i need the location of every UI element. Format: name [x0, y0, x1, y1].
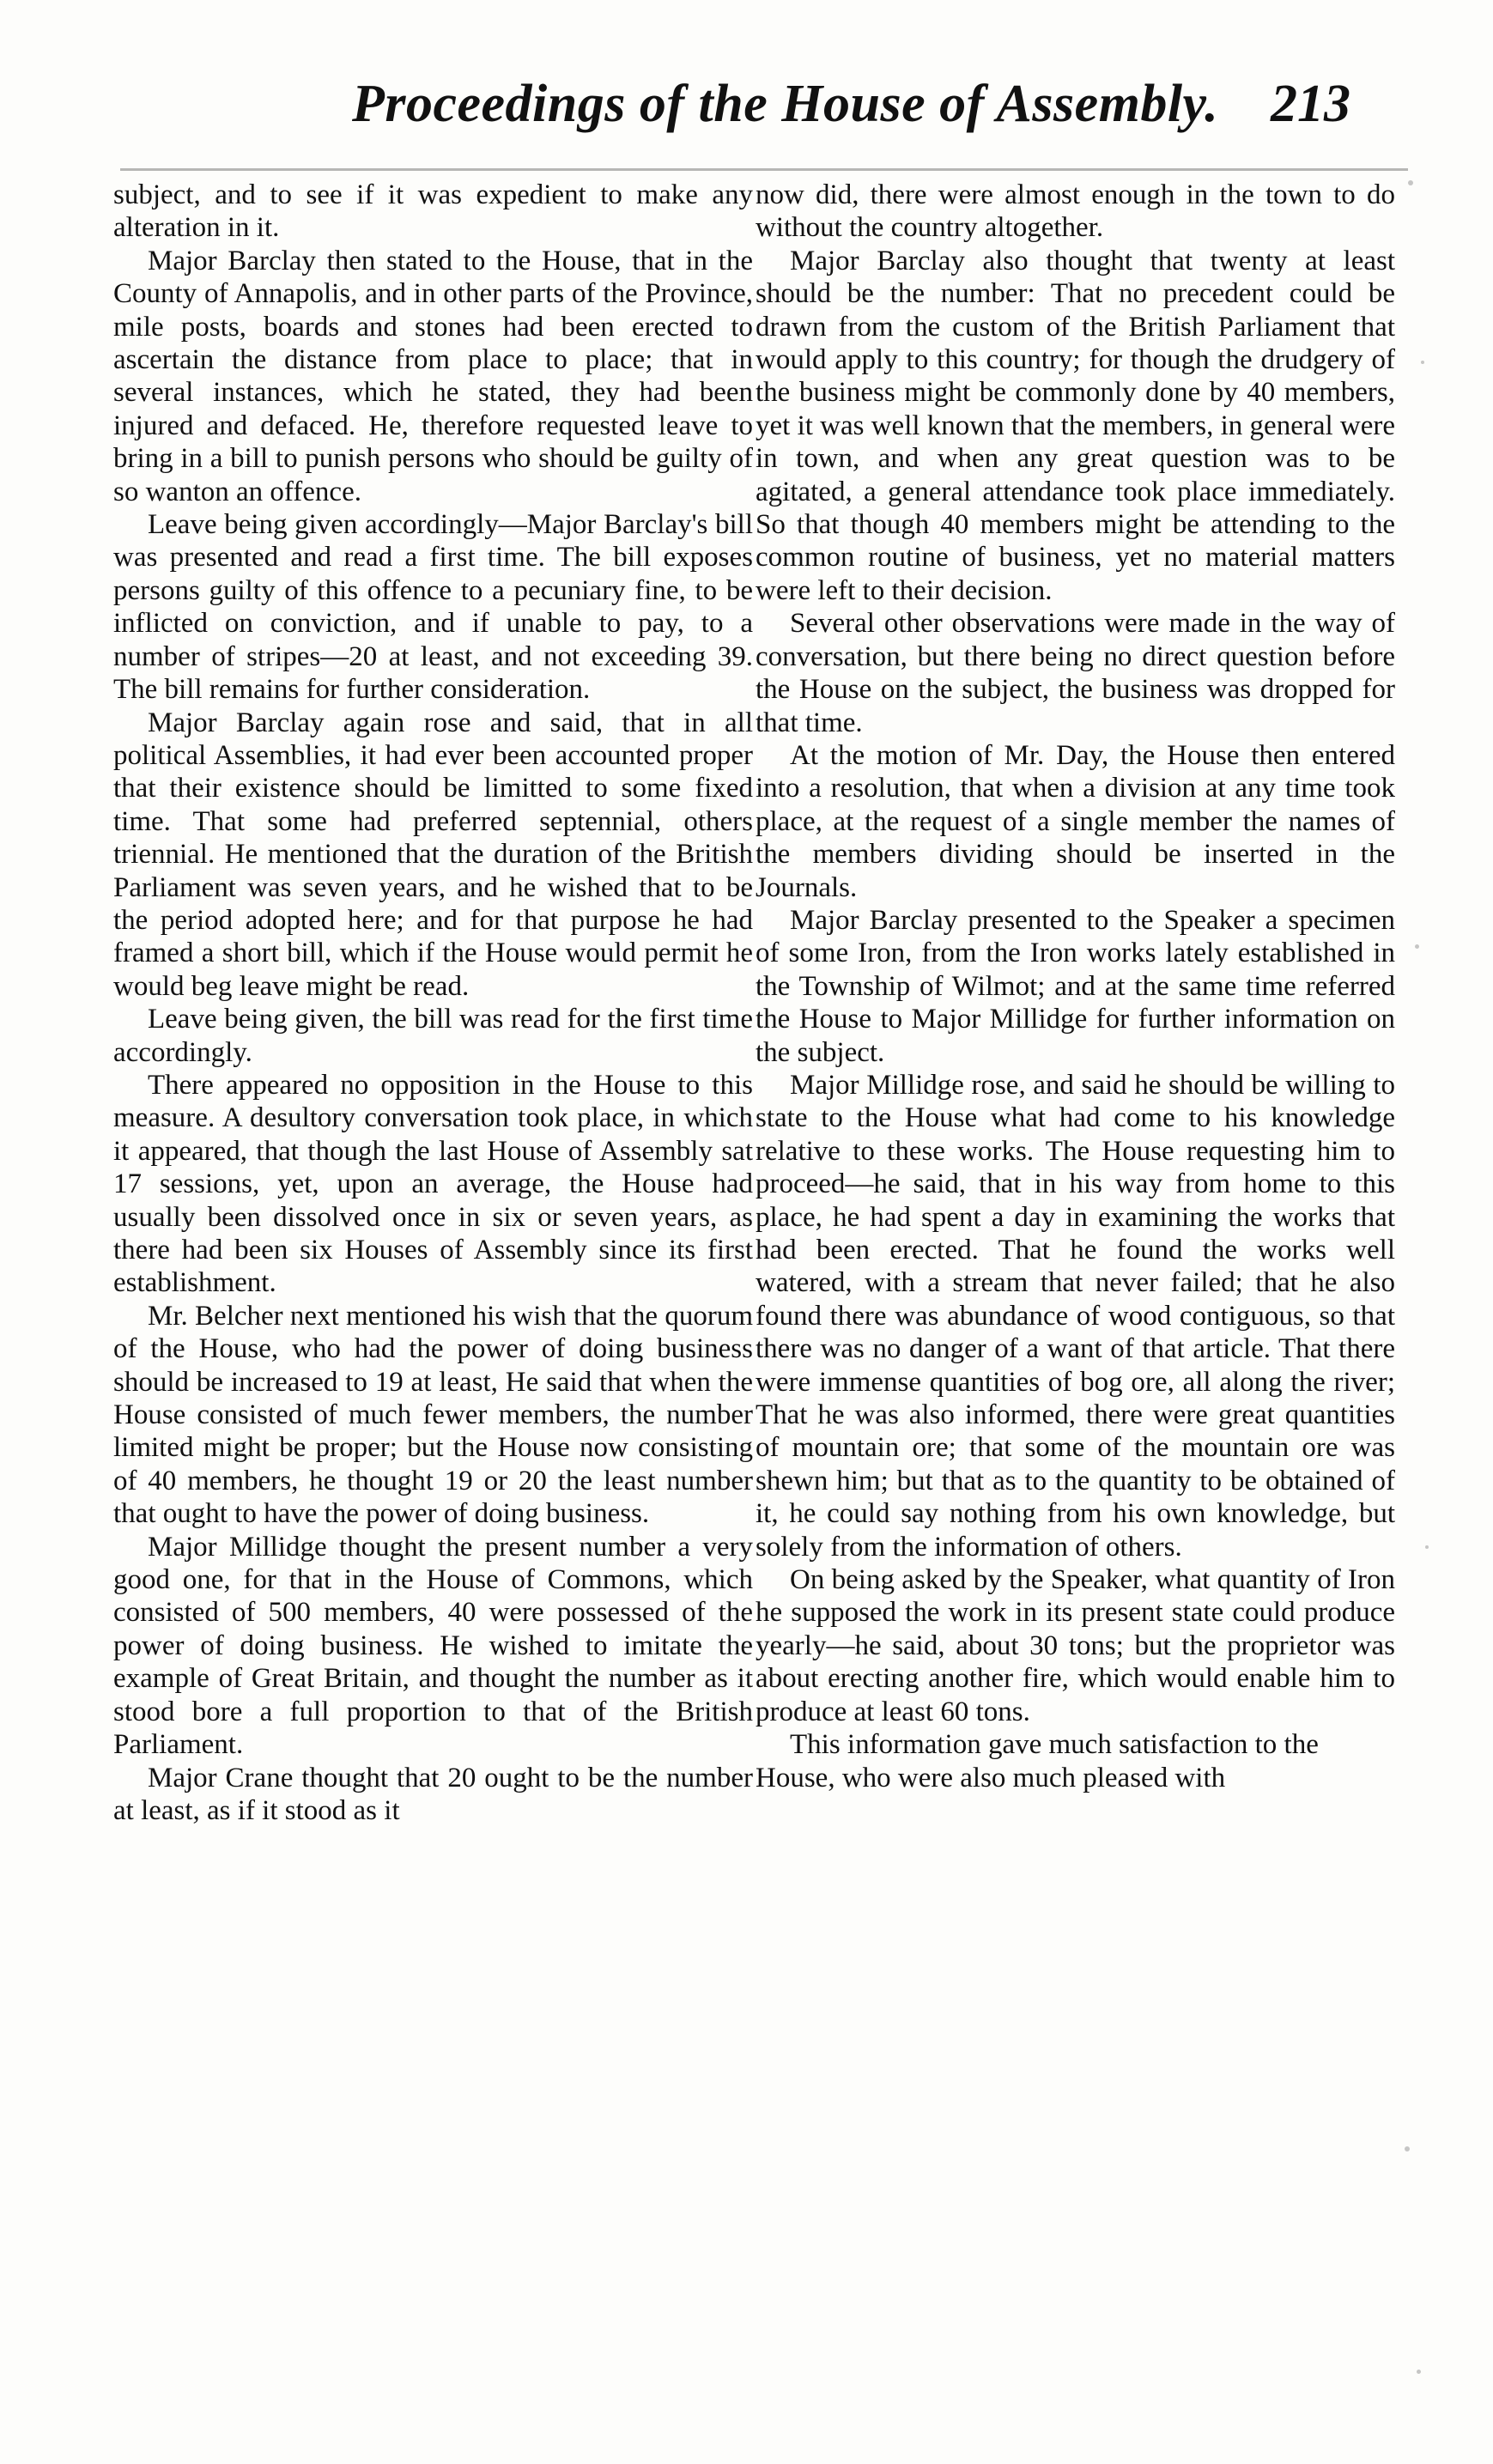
paragraph: There appeared no opposition in the House to this measure. A desultory conversation took place, in which it appeared, that though the last House of Assembly sat 17 sessions, yet, upon an average, the House had usually been dissolved once in six or seven years, as there had been six Houses of Assembly since its first establishment. [113, 1069, 753, 1299]
paragraph: Major Barclay then stated to the House, that in the County of Annapolis, and in other parts of the Province, mile posts, boards and stones had been erected to ascertain the distance from place to place; that in several instances, which he stated, they had been injured and defaced. He, therefore requested leave to bring in a bill to punish persons who should be guilty of so wanton an offence. [113, 245, 753, 507]
paragraph: Major Barclay again rose and said, that in all political Assemblies, it had ever been accounted proper that their existence should be limitted to some fixed time. That some had preferred septennial, others triennial. He mentioned that the duration of the British Parliament was seven years, and he wished that to be the period adopted here; and for that purpose he had framed a short bill, which if the House would permit he would beg leave might be read. [113, 707, 753, 1002]
paragraph: Major Barclay presented to the Speaker a specimen of some Iron, from the Iron works lately established in the Township of Wilmot; and at the same time referred the House to Major Millidge for further information on the subject. [756, 904, 1395, 1068]
print-speckle [1408, 180, 1413, 185]
print-speckle [1415, 944, 1419, 949]
right-column [756, 179, 1395, 1794]
paragraph: Mr. Belcher next mentioned his wish that the quorum of the House, who had the power of doing business should be increased to 19 at least, He said that when the House consisted of much fewer members, the number limited might be proper; but the House now consisting of 40 members, he thought 19 or 20 the least number that ought to have the power of doing business. [113, 1300, 753, 1530]
print-speckle [1421, 361, 1424, 364]
paragraph: Major Millidge rose, and said he should be willing to state to the House what had come to his knowledge relative to these works. The House requesting him to proceed—he said, that in his way from home to this place, he had spent a day in examining the works that had been erected. That he found the works well watered, with a stream that never failed; that he also found there was abundance of wood contiguous, so that there was no danger of a want of that article. That there were immense quantities of bog ore, all along the river; That he was also informed, there were great quantities of mountain ore; that some of the mountain ore was shewn him; but that as to the quantity to be obtained of it, he could say nothing from his own knowledge, but solely from the information of others. [756, 1069, 1395, 1563]
running-title: Proceedings of the House of Assembly. [352, 75, 1219, 133]
print-speckle [1425, 1545, 1429, 1549]
paragraph: subject, and to see if it was expedient to make any alteration in it. [113, 179, 753, 244]
header-rule [120, 168, 1408, 171]
print-speckle [1405, 2146, 1410, 2151]
paragraph: Major Millidge thought the present number a very good one, for that in the House of Commons, which consisted of 500 members, 40 were possessed of the power of doing business. He wished to imitate the example of Great Britain, and thought the number as it stood bore a full proportion to that of the British Parliament. [113, 1531, 753, 1761]
paragraph: This information gave much satisfaction to the House, who were also much pleased with [756, 1729, 1319, 1793]
paragraph: On being asked by the Speaker, what quantity of Iron he supposed the work in its present state could produce yearly—he said, about 30 tons; but the proprietor was about erecting another fire, which would enable him to produce at least 60 tons. [756, 1564, 1395, 1727]
left-column [113, 179, 753, 1827]
print-speckle [1417, 2370, 1421, 2374]
paragraph: Major Crane thought that 20 ought to be the number at least, as if it stood as it [113, 1762, 753, 1826]
paragraph: Leave being given accordingly—Major Barclay's bill was presented and read a first time. The bill exposes persons guilty of this offence to a pecuniary fine, to be inflicted on conviction, and if unable to pay, to a number of stripes—20 at least, and not exceeding 39. The bill remains for further consideration. [113, 509, 753, 706]
page-header [0, 74, 1493, 168]
paragraph: Several other observations were made in the way of conversation, but there being no direct question before the House on the subject, the business was dropped for that time. [756, 608, 1395, 738]
paragraph: now did, there were almost enough in the town to do without the country altogether. [756, 179, 1395, 244]
paragraph: Leave being given, the bill was read for the first time accordingly. [113, 1004, 753, 1068]
page-number: 213 [1271, 75, 1350, 133]
paragraph: Major Barclay also thought that twenty at least should be the number: That no precedent could be drawn from the custom of the British Parliament that would apply to this country; for though the drudgery of the business might be commonly done by 40 members, yet it was well known that the members, in general were in town, and when any great question was to be agitated, a general attendance took place immediately. So that though 40 members might be attending to the common routine of business, yet no material matters were left to their decision. [756, 245, 1396, 606]
paragraph: At the motion of Mr. Day, the House then entered into a resolution, that when a division at any time took place, at the request of a single member the names of the members dividing should be inserted in the Journals. [756, 739, 1395, 903]
